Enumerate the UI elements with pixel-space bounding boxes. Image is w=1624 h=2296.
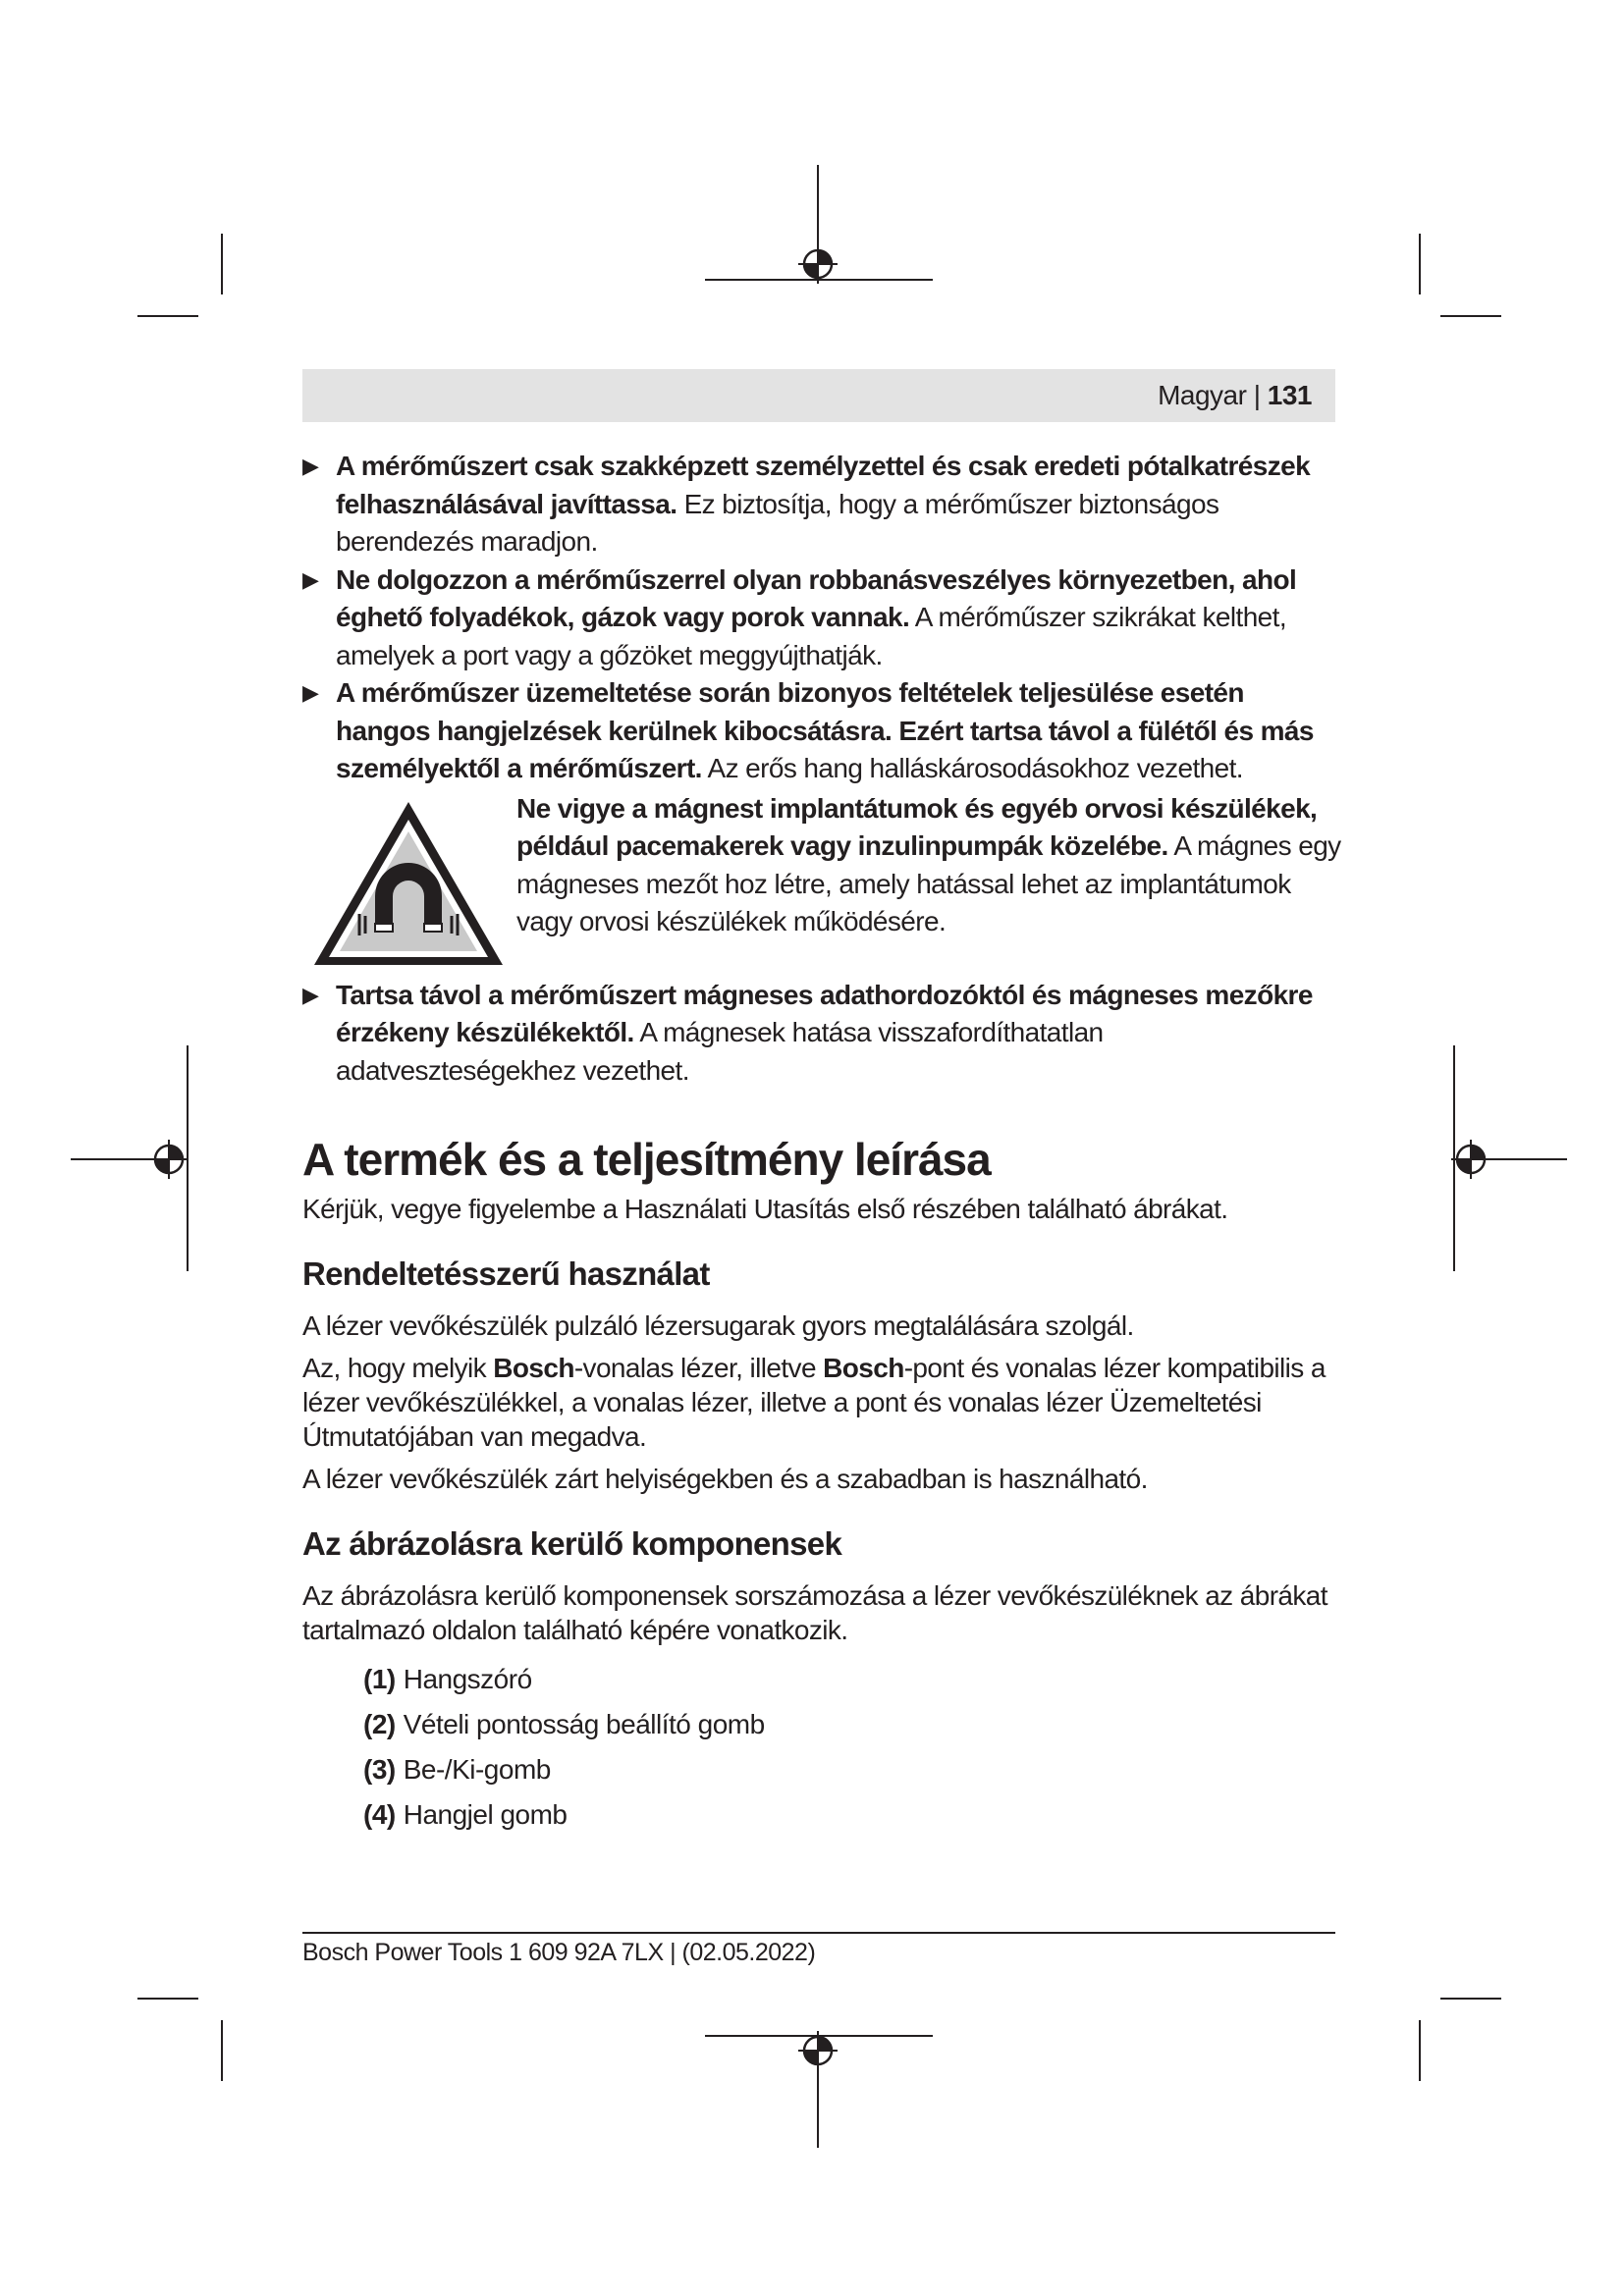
bullet-bold-text: A mérőműszert csak szakképzett személyzettel és csak eredeti pótalkatrészek felhasználásával javíttassa. (336, 451, 1311, 519)
registration-target-icon (798, 244, 838, 284)
footer-divider (302, 1932, 1335, 1934)
list-item (363, 1792, 1343, 1838)
intended-use-p1: A lézer vevőkészülék pulzáló lézersugarak gyors megtalálására szolgál. (302, 1310, 1134, 1341)
bullet-text: Az erős hang halláskárosodásokhoz vezethet. (701, 753, 1243, 783)
crop-mark (1440, 1998, 1501, 2000)
page-number: 131 (1267, 380, 1312, 410)
text-span: Az, hogy melyik (302, 1353, 494, 1383)
registration-target-icon (1451, 1140, 1490, 1179)
bullet-text: A mérőműszer szikrákat kelthet, amelyek a port vagy a gőzöket meggyújthatják. (336, 602, 1287, 670)
bullet-bold-text: Tartsa távol a mérőműszert mágneses adathordozóktól és mágneses mezőkre érzékeny készülékektől. (336, 979, 1313, 1047)
bullet-arrow-icon: ▶ (302, 680, 319, 705)
crop-mark (221, 234, 223, 294)
list-item (363, 1657, 1343, 1702)
crop-mark (221, 2020, 223, 2081)
page-header (302, 369, 1335, 422)
bullet-arrow-icon: ▶ (302, 566, 319, 592)
item-number: (1) (363, 1664, 396, 1694)
item-number: (4) (363, 1799, 396, 1830)
item-label: Hangszóró (403, 1664, 532, 1694)
intended-use-title: Rendeltetésszerű használat (302, 1255, 710, 1292)
header-language: Magyar (1158, 380, 1247, 410)
bullet-bold-text: A mérőműszer üzemeltetése során bizonyos feltételek teljesülése esetén hangos hangjelzések kerülnek kibocsátásra. Ezért tartsa távol a fülétől és más személyektől a mérőműszert. (336, 677, 1314, 783)
crop-mark (137, 1998, 198, 2000)
page-footer: Bosch Power Tools 1 609 92A 7LX | (02.05.2022) (302, 1939, 816, 1966)
item-number: (2) (363, 1709, 396, 1739)
crop-mark (1419, 234, 1421, 294)
components-title: Az ábrázolásra kerülő komponensek (302, 1525, 842, 1562)
crop-mark (137, 315, 198, 317)
brand-name: Bosch (823, 1353, 904, 1383)
item-label: Hangjel gomb (403, 1799, 568, 1830)
page-content (302, 448, 1343, 1838)
item-label: Vételi pontosság beállító gomb (403, 1709, 765, 1739)
item-label: Be-/Ki-gomb (403, 1754, 551, 1785)
list-item (363, 1747, 1343, 1792)
section-intro: Kérjük, vegye figyelembe a Használati Utasítás első részében található ábrákat. (302, 1194, 1228, 1224)
safety-bullet (302, 977, 1343, 1091)
section-title: A termék és a teljesítmény leírása (302, 1134, 991, 1185)
intended-use-p3: A lézer vevőkészülék zárt helyiségekben és a szabadban is használható. (302, 1464, 1148, 1494)
safety-bullet (302, 674, 1343, 788)
bullet-bold-text: Ne dolgozzon a mérőműszerrel olyan robbanásveszélyes környezetben, ahol éghető folyadékok, gázok vagy porok vannak. (336, 563, 1297, 632)
registration-target-icon (798, 2031, 838, 2070)
header-text (1158, 379, 1312, 412)
safety-bullet (302, 561, 1343, 675)
components-intro: Az ábrázolásra kerülő komponensek sorszámozása a lézer vevőkészüléknek az ábrákat tartalmazó oldalon található képére vonatkozik. (302, 1580, 1327, 1645)
bullet-arrow-icon: ▶ (302, 982, 319, 1007)
intended-use-p2 (302, 1351, 1343, 1454)
list-item (363, 1702, 1343, 1747)
bullet-text: Ez biztosítja, hogy a mérőműszer biztonságos berendezés maradjon. (336, 488, 1219, 557)
text-span: -pont és vonalas lézer kompatibilis a lézer vevőkészülékkel, a vonalas lézer, illetve a pont és vonalas lézer Üzemeltetési Útmutatójában van megadva. (302, 1353, 1326, 1452)
crop-mark (1440, 315, 1501, 317)
registration-target-icon (149, 1140, 189, 1179)
bullet-arrow-icon: ▶ (302, 454, 319, 478)
magnet-warning-triangle-icon (310, 798, 507, 971)
components-list (302, 1657, 1343, 1838)
item-number: (3) (363, 1754, 396, 1785)
magnet-warning-body: A mágnes egy mágneses mezőt hoz létre, amely hatással lehet az implantátumok vagy orvosi készülékek működésére. (516, 830, 1341, 936)
safety-bullet (302, 448, 1343, 561)
magnet-warning-bold: Ne vigye a mágnest implantátumok és egyéb orvosi készülékek, például pacemakerek vagy inzulinpumpák közelébe. (516, 792, 1318, 861)
brand-name: Bosch (493, 1353, 574, 1383)
magnet-warning-text (516, 790, 1341, 941)
bullet-text: A mágnesek hatása visszafordíthatatlan adatveszteségekhez vezethet. (336, 1017, 1104, 1086)
text-span: -vonalas lézer, illetve (573, 1353, 824, 1383)
magnet-warning (302, 790, 1343, 963)
header-separator: | (1253, 380, 1261, 410)
crop-mark (1419, 2020, 1421, 2081)
